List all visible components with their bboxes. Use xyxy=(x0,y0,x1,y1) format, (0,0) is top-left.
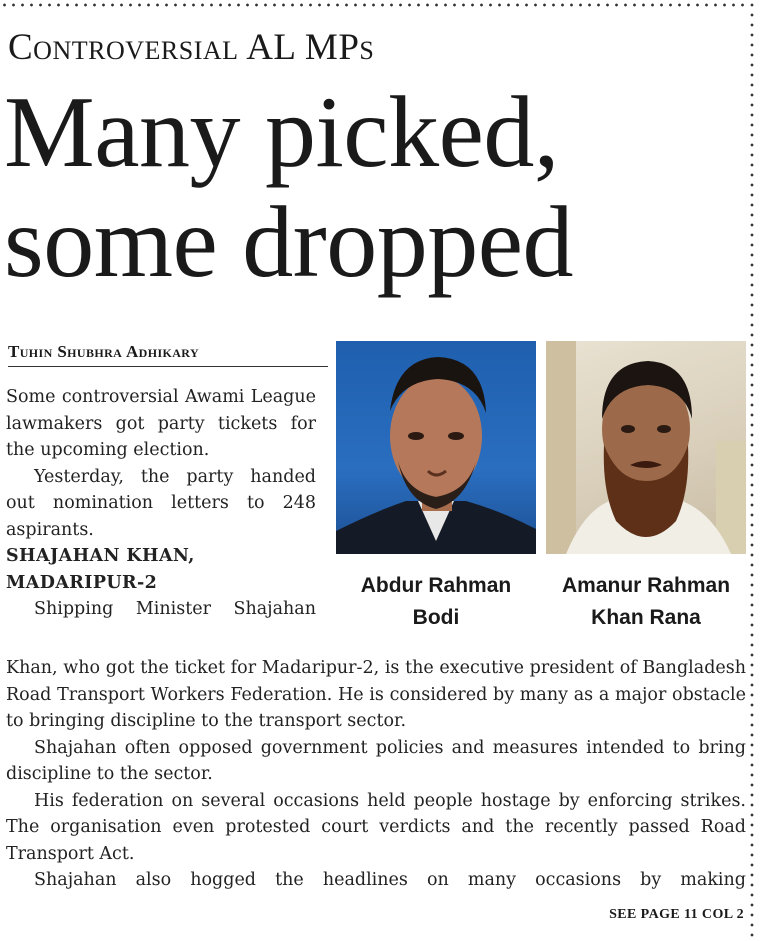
jump-line: SEE PAGE 11 COL 2 xyxy=(609,907,744,922)
paragraph-2: Yesterday, the party handed out nomination letters to 248 aspirants. xyxy=(6,466,316,540)
paragraph-3-start: Shipping Minister Shajahan xyxy=(34,599,316,619)
paragraph-5: His federation on several occasions held people hostage by enforcing strikes. The organisation even protested court verdicts and the recently passed Road Transport Act. xyxy=(6,790,746,864)
headline-line-1: Many picked, xyxy=(4,76,559,189)
paragraph-1: Some controversial Awami League lawmakers got party tickets for the upcoming election. xyxy=(6,387,316,460)
wide-column xyxy=(6,655,746,894)
kicker: Controversial AL MPs xyxy=(8,27,375,68)
paragraph-4: Shajahan often opposed government policies and measures intended to bring discipline to the sector. xyxy=(6,737,746,784)
headline xyxy=(4,78,744,298)
caption-name-line-2: Khan Rana xyxy=(591,606,701,629)
photo-amanur-rahman-khan-rana xyxy=(546,341,746,554)
paragraph-6: Shajahan also hogged the headlines on many occasions by making xyxy=(34,870,746,890)
top-dotted-rule xyxy=(0,2,748,8)
photo-abdur-rahman-bodi xyxy=(336,341,536,554)
subhead-line-1: SHAJAHAN KHAN, xyxy=(6,546,195,566)
caption-name-line-1: Amanur Rahman xyxy=(561,574,731,597)
byline: Tuhin Shubhra Adhikary xyxy=(8,342,328,367)
narrow-column xyxy=(6,384,316,623)
subhead-line-2: MADARIPUR-2 xyxy=(6,572,158,593)
portrait-illustration xyxy=(546,341,746,554)
portrait-illustration xyxy=(336,341,536,554)
caption-name-line-1: Abdur Rahman xyxy=(360,574,512,597)
caption-name-line-2: Bodi xyxy=(412,606,460,629)
paragraph-3-rest: Khan, who got the ticket for Madaripur-2, is the executive president of Bangladesh Road Transport Workers Federation. He is considered by many as a major obstacle to bringing discipline to the transport sector. xyxy=(6,658,746,731)
photo-caption-2 xyxy=(546,570,746,634)
right-dotted-rule xyxy=(749,0,755,941)
photo-caption-1 xyxy=(336,570,536,634)
headline-line-2: some dropped xyxy=(4,186,574,299)
